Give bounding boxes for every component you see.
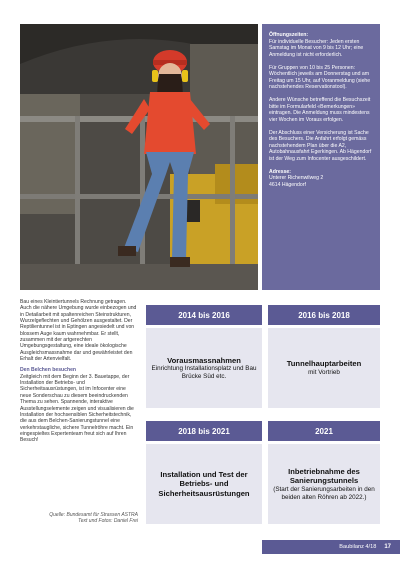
timeline-box-installation-test [146, 444, 262, 524]
tunnel-worker-photo [20, 24, 258, 290]
page-footer [262, 540, 400, 554]
timeline-box-preliminary-measures [146, 328, 262, 408]
address-street: Unterer Richenwilweg 2 [269, 175, 324, 182]
opening-hours-individual: Für individuelle Besucher: Jeden ersten Samstag im Monat von 9 bis 12 Uhr; eine Anmeldung ist nicht erforderlich. [269, 38, 364, 58]
source-credit [20, 512, 138, 525]
timeline-header-2014-2016: 2014 bis 2016 [146, 305, 262, 325]
visitor-info-box [262, 24, 380, 290]
article-paragraph-2-text: Zeitgleich mit dem Beginn der 3. Bauetappe, der Installation der Betriebs- und Sicherheitsausrüstungen, ist im Infocenter eine neue Sonderschau zu diesem beeindruckenden Thema zu sehen. Spannende, interaktive Ausstellungselemente zeigen und visualisieren die Installation der hochsensiblen Sicherheitstechnik, die aus dem Belchen-Sanierungstunnel eine verkehrstaugliche, sichere Tunnelröhre macht. Ein eingespieltes Expertenteam freut sich auf Ihren Besuch! [20, 373, 134, 444]
opening-hours-groups: Für Gruppen von 10 bis 25 Personen: Wöchentlich jeweils am Donnerstag und am Freitag um 15 Uhr, auf Voranmeldung (siehe nachstehendes Reservationstool). [269, 64, 371, 91]
timeline-box-subtitle: (Start der Sanierungsarbeiten in den beiden alten Röhren ab 2022.) [273, 486, 375, 501]
article-paragraph-2 [20, 367, 138, 443]
timeline-header-2016-2018: 2016 bis 2018 [268, 305, 380, 325]
timeline-box-title: Inbetriebnahme des Sanierungstunnels [288, 466, 360, 486]
insurance-directions-text: Der Abschluss einer Versicherung ist Sache des Besuchers. Die Anfahrt erfolgt gemäss nachstehendem Plan über die A2, Autobahnausfahrt Egerkingen. Ab Hägendorf ist der Weg zum Infocenter ausgeschildert. [269, 129, 372, 163]
other-requests-text: Andere Wünsche betreffend die Besuchszeit bitte im Formularfeld «Bemerkungen» eintragen. Die Anmeldung muss mindestens vier Wochen im Voraus erfolgen. [269, 97, 371, 123]
timeline-box-commissioning [268, 444, 380, 524]
timeline-box-main-tunnel-works [268, 328, 380, 408]
address-heading: Adresse: [269, 168, 292, 175]
source-line: Quelle: Bundesamt für Strassen ASTRA [49, 512, 138, 518]
magazine-issue: Baubilanz 4/18 [339, 544, 377, 550]
timeline-box-title: Installation und Test der Betriebs- und Sicherheitsausrüstungen [158, 469, 250, 498]
opening-hours-heading: Öffnungszeiten: [269, 32, 309, 38]
timeline-box-subtitle: mit Vortrieb [308, 369, 340, 376]
article-subheading: Den Belchen besuchen [20, 367, 77, 374]
article-paragraph-1: Bau eines Kleintiertunnels Rechnung getragen. Auch die nähere Umgebung wurde einbezogen und in Detailarbeit mit spaltenreichen Steinstrukturen, Wurzelgeflechten und Gehölzen ausgestaltet. Der Reptilientunnel ist in Eptingen angesiedelt und von blossem Auge kaum wahrnehmbar. Er stellt, zusammen mit der artgerechten Umgebungsgestaltung, eine ideale ökologische Ausgleichsmassnahme dar und gewährleistet den Erhalt der Artenvielfalt. [20, 299, 137, 363]
timeline-box-title: Vorausmassnahmen [167, 355, 241, 365]
address-block [269, 169, 374, 189]
timeline-header-2021: 2021 [268, 421, 380, 441]
timeline-header-2018-2021: 2018 bis 2021 [146, 421, 262, 441]
opening-hours [269, 32, 374, 58]
article-text-column [20, 299, 138, 449]
address-city: 4614 Hägendorf [269, 182, 306, 189]
timeline-box-subtitle: Einrichtung Installationsplatz und Bau Brücke Süd etc. [151, 365, 257, 380]
page-number: 17 [384, 544, 391, 550]
photo-credit-line: Text und Fotos: Daniel Frei [78, 518, 138, 525]
timeline-box-title: Tunnelhauptarbeiten [286, 359, 362, 369]
